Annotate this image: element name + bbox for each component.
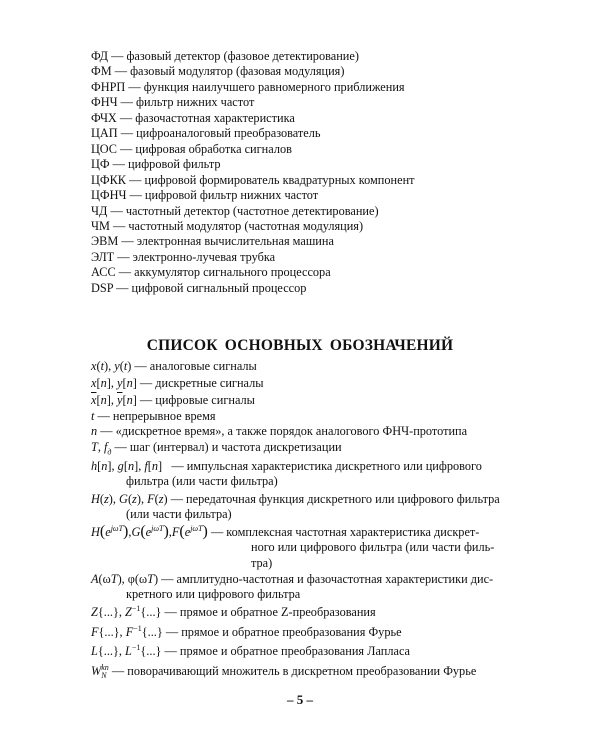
list-item: ЧД — частотный детектор (частотное детектирование) bbox=[91, 203, 379, 218]
list-item: ФНЧ — фильтр нижних частот bbox=[91, 95, 255, 110]
list-item: ЭЛТ — электронно-лучевая трубка bbox=[91, 249, 276, 264]
notation-text: — прямое и обратное преобразования Лапласа bbox=[164, 644, 411, 658]
notation-text: — аналоговые сигналы bbox=[134, 359, 257, 373]
list-item: ФМ — фазовый модулятор (фазовая модуляция) bbox=[91, 64, 345, 79]
notation-text: — комплексная частотная характеристика дискрет- bbox=[210, 525, 480, 539]
list-item: ЦОС — цифровая обработка сигналов bbox=[91, 141, 292, 156]
notation-text: — дискретные сигналы bbox=[139, 376, 264, 390]
abbreviation-list bbox=[91, 49, 531, 296]
notation-transfer: H(z), G(z), F(z) — передаточная функция дискретного или цифрового фильтра (или части фильтра) bbox=[91, 492, 526, 523]
notation-fourier: F{...}, $F^{-1}\{...\}$ — прямое и обратное преобразования Фурье bbox=[91, 623, 402, 639]
list-item: ЦФ — цифровой фильтр bbox=[91, 157, 221, 172]
notation-text: ного или цифрового фильтра (или части филь- bbox=[251, 540, 495, 555]
notation-discrete: x[n], y[n] — дискретные сигналы bbox=[91, 376, 264, 390]
notation-sampling: T, $f_д$ — шаг (интервал) и частота дискретизации bbox=[91, 440, 342, 457]
list-item: DSP — цифровой сигнальный процессор bbox=[91, 280, 307, 295]
list-item: ЧМ — частотный модулятор (частотная модуляция) bbox=[91, 218, 364, 233]
list-item: АСС — аккумулятор сигнального процессора bbox=[91, 265, 331, 280]
page-number: – 5 – bbox=[287, 692, 313, 707]
notation-amplitude-phase: A(ωT), φ(ωT) — амплитудно-частотная и фазочастотная характеристики дис- кретного или цифрового фильтра bbox=[91, 572, 526, 603]
notation-text: — непрерывное время bbox=[97, 409, 216, 423]
notation-impulse: h[n], g[n], f[n] — импульсная характеристика дискретного или цифрового фильтра (или части фильтра) bbox=[91, 459, 526, 490]
notation-text: — импульсная характеристика дискретного или цифрового bbox=[171, 459, 482, 473]
list-item: ФД — фазовый детектор (фазовое детектирование) bbox=[91, 49, 359, 63]
notation-text: — «дискретное время», а также порядок аналогового ФНЧ-прототипа bbox=[100, 424, 468, 438]
notation-analog: x(t), y(t) — аналоговые сигналы bbox=[91, 359, 257, 373]
list-item: ЦФНЧ — цифровой фильтр нижних частот bbox=[91, 188, 319, 203]
list-item: ФНРП — функция наилучшего равномерного приближения bbox=[91, 79, 405, 94]
list-item: ФЧХ — фазочастотная характеристика bbox=[91, 110, 295, 125]
notation-text: — амплитудно-частотная и фазочастотная характеристики дис- bbox=[161, 572, 494, 586]
notation-text: — поворачивающий множитель в дискретном преобразовании Фурье bbox=[111, 664, 477, 678]
notation-text: — прямое и обратное преобразования Фурье bbox=[165, 625, 402, 639]
notation-digital: $\overline{x}[n]$, $\overline{y}[n]$ — цифровые сигналы bbox=[91, 393, 255, 407]
notation-frequency-response: $H(e^{j\omega T}),G(e^{j\omega T}),F(e^{j\omega T})$ — комплексная частотная характеристика дискрет- ного или цифрового фильтра (или части филь- тра) bbox=[91, 524, 526, 571]
notation-time: t — непрерывное время bbox=[91, 409, 216, 423]
notation-z-transform: Z{...}, $Z^{-1}\{...\}$ — прямое и обратное Z-преобразования bbox=[91, 603, 376, 619]
notation-text: тра) bbox=[251, 555, 273, 570]
list-item: ЦФКК — цифровой формирователь квадратурных компонент bbox=[91, 172, 415, 187]
list-item: ЭВМ — электронная вычислительная машина bbox=[91, 234, 334, 249]
list-item: ЦАП — цифроаналоговый преобразователь bbox=[91, 126, 321, 141]
notation-discrete-time: n — «дискретное время», а также порядок аналогового ФНЧ-прототипа bbox=[91, 424, 468, 438]
notation-text: кретного или цифрового фильтра bbox=[126, 587, 301, 602]
notation-text: — цифровые сигналы bbox=[139, 393, 255, 407]
notation-twiddle: W kn N — поворачивающий множитель в дискретном преобразовании Фурье bbox=[91, 663, 477, 681]
notation-text: — передаточная функция дискретного или цифрового фильтра bbox=[170, 492, 500, 506]
notation-text: (или части фильтра) bbox=[126, 507, 232, 522]
notation-text: — шаг (интервал) и частота дискретизации bbox=[114, 440, 342, 454]
notation-text: фильтра (или части фильтра) bbox=[126, 474, 278, 489]
notation-text: — прямое и обратное Z-преобразования bbox=[164, 605, 376, 619]
section-title: СПИСОК ОСНОВНЫХ ОБОЗНАЧЕНИЙ bbox=[146, 337, 454, 354]
notation-laplace: L{...}, $L^{-1}\{...\}$ — прямое и обратное преобразования Лапласа bbox=[91, 642, 411, 658]
